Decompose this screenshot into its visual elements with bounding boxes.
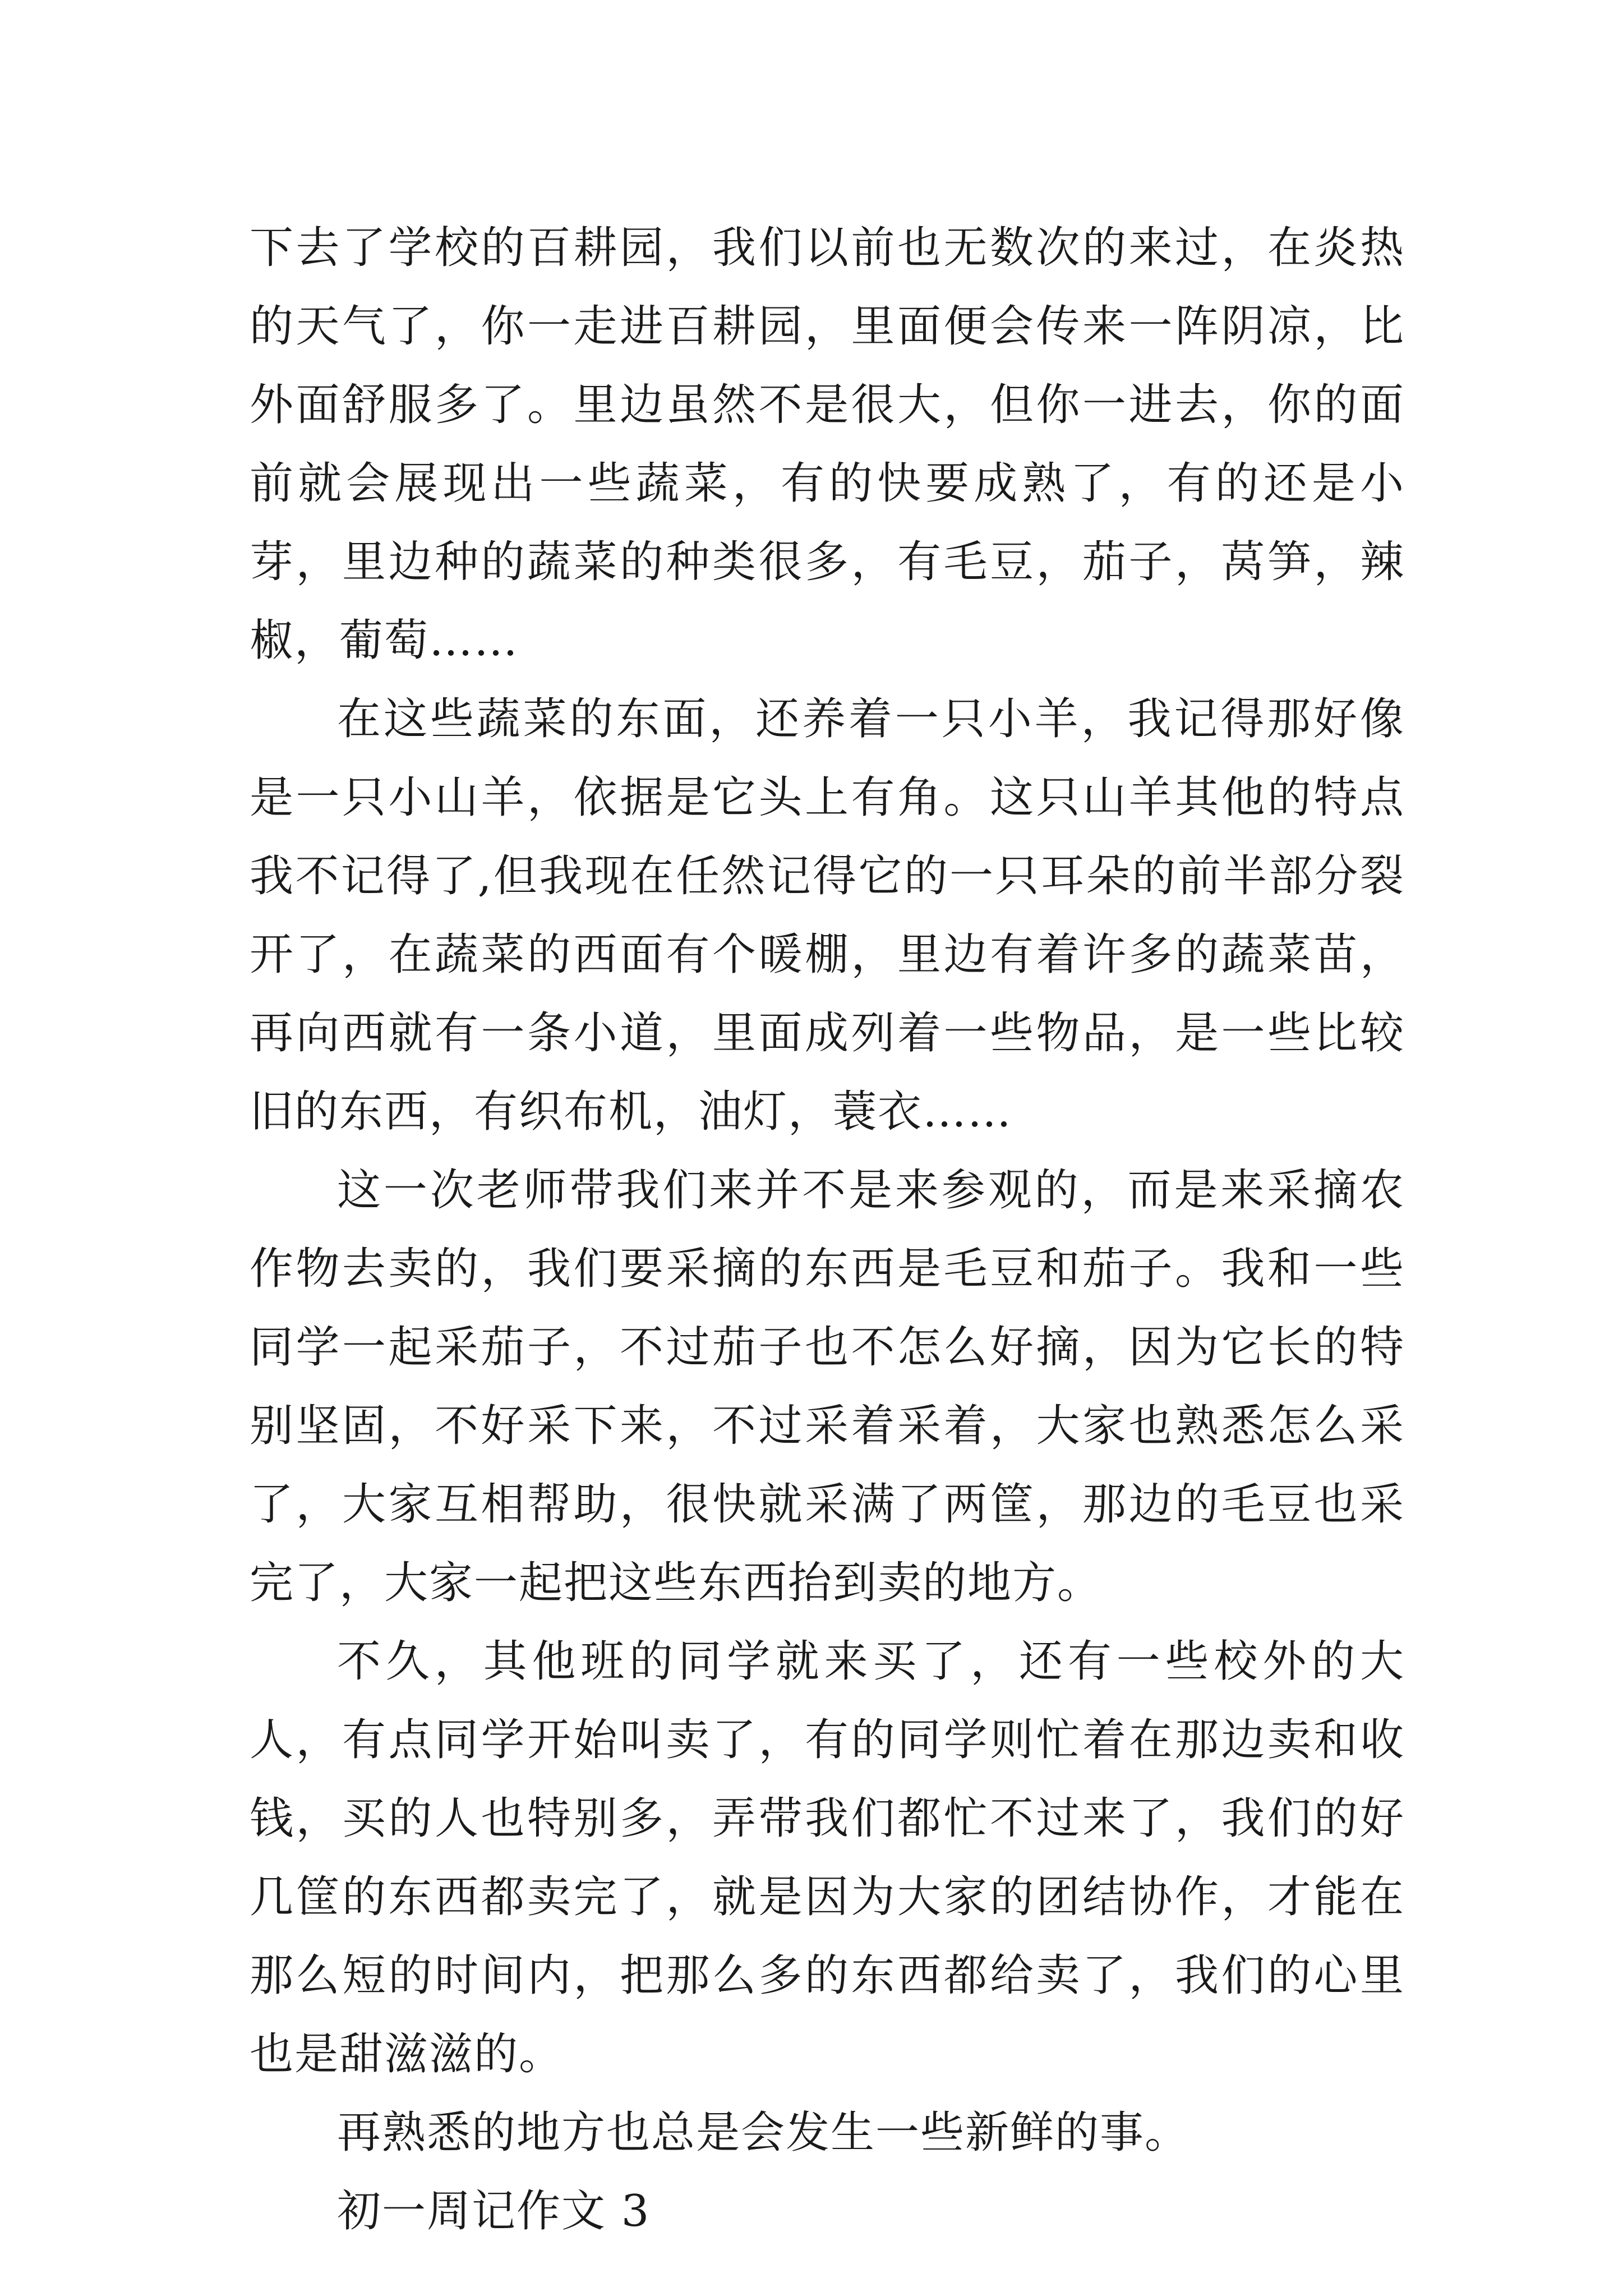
paragraph-continuation: 下去了学校的百耕园，我们以前也无数次的来过，在炎热的天气了，你一走进百耕园，里面便会传来一阵阴凉，比外面舒服多了。里边虽然不是很大，但你一进去，你的面前就会展现出一些蔬菜，有的快要成熟了，有的还是小芽，里边种的蔬菜的种类很多，有毛豆，茄子，莴笋，辣椒，葡萄…… (250, 223, 1405, 666)
paragraph-conclusion: 再熟悉的地方也总是会发生一些新鲜的事。 (337, 2108, 1190, 2158)
paragraph-goat: 在这些蔬菜的东面，还养着一只小羊，我记得那好像是一只小山羊，依据是它头上有角。这只山羊其他的特点我不记得了,但我现在任然记得它的一只耳朵的前半部分裂开了，在蔬菜的西面有个暖棚，里边有着许多的蔬菜苗，再向西就有一条小道，里面成列着一些物品，是一些比较旧的东西，有织布机，油灯，蓑衣…… (250, 694, 1405, 1137)
document-body (250, 209, 1405, 2251)
section-heading: 初一周记作文 3 (337, 2186, 651, 2237)
paragraph-selling: 不久，其他班的同学就来买了，还有一些校外的大人，有点同学开始叫卖了，有的同学则忙着在那边卖和收钱，买的人也特别多，弄带我们都忙不过来了，我们的好几筐的东西都卖完了，就是因为大家的团结协作，才能在那么短的时间内，把那么多的东西都给卖了，我们的心里也是甜滋滋的。 (250, 1636, 1405, 2079)
paragraph-harvest: 这一次老师带我们来并不是来参观的，而是来采摘农作物去卖的，我们要采摘的东西是毛豆和茄子。我和一些同学一起采茄子，不过茄子也不怎么好摘，因为它长的特别坚固，不好采下来，不过采着采着，大家也熟悉怎么采了，大家互相帮助，很快就采满了两筐，那边的毛豆也采完了，大家一起把这些东西抬到卖的地方。 (250, 1165, 1405, 1608)
